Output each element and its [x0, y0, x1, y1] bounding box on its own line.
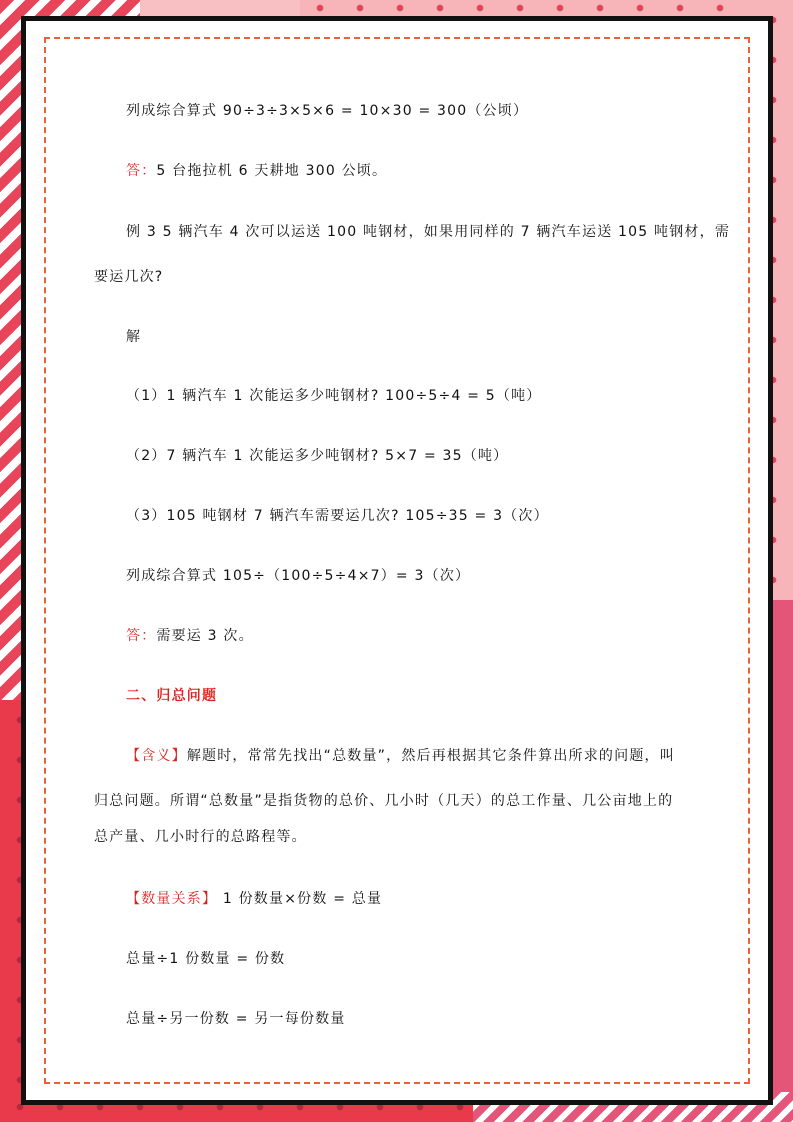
relation-text: 1 份数量×份数 = 总量 — [217, 891, 383, 907]
definition-label: 【含义】 — [126, 748, 187, 764]
formula-line: 总量÷另一份数 = 另一每份数量 — [126, 1011, 346, 1027]
step-line: （1）1 辆汽车 1 次能运多少吨钢材? 100÷5÷4 = 5（吨） — [126, 388, 542, 404]
definition-line — [126, 745, 675, 765]
answer-label: 答： — [126, 163, 157, 179]
paragraph-line: 归总问题。所谓“总数量”是指货物的总价、几小时（几天）的总工作量、几公亩地上的 — [94, 793, 674, 809]
section-heading: 二、归总问题 — [126, 688, 218, 704]
answer-text: 需要运 3 次。 — [156, 628, 254, 644]
answer-line — [126, 160, 387, 180]
relation-line — [126, 888, 382, 908]
step-line: （2）7 辆汽车 1 次能运多少吨钢材? 5×7 = 35（吨） — [126, 448, 509, 464]
definition-text: 解题时，常常先找出“总数量”，然后再根据其它条件算出所求的问题，叫 — [186, 748, 675, 764]
solution-heading: 解 — [126, 329, 142, 345]
step-line: （3）105 吨钢材 7 辆汽车需要运几次? 105÷35 = 3（次） — [126, 508, 549, 524]
paragraph-line: 列成综合算式 105÷（100÷5÷4×7）= 3（次） — [126, 568, 471, 584]
answer-label: 答： — [126, 628, 157, 644]
paragraph-line: 总产量、几小时行的总路程等。 — [94, 829, 307, 845]
answer-line — [126, 625, 254, 645]
dashed-frame — [44, 37, 750, 1084]
formula-line: 总量÷1 份数量 = 份数 — [126, 951, 286, 967]
document-page — [21, 16, 773, 1105]
answer-text: 5 台拖拉机 6 天耕地 300 公顷。 — [156, 163, 388, 179]
paragraph-line: 要运几次? — [94, 269, 164, 285]
example-line: 例 3 5 辆汽车 4 次可以运送 100 吨钢材，如果用同样的 7 辆汽车运送 105 吨钢材，需 — [126, 224, 731, 240]
paragraph-line: 列成综合算式 90÷3÷3×5×6 = 10×30 = 300（公顷） — [126, 103, 529, 119]
relation-label: 【数量关系】 — [126, 891, 218, 907]
